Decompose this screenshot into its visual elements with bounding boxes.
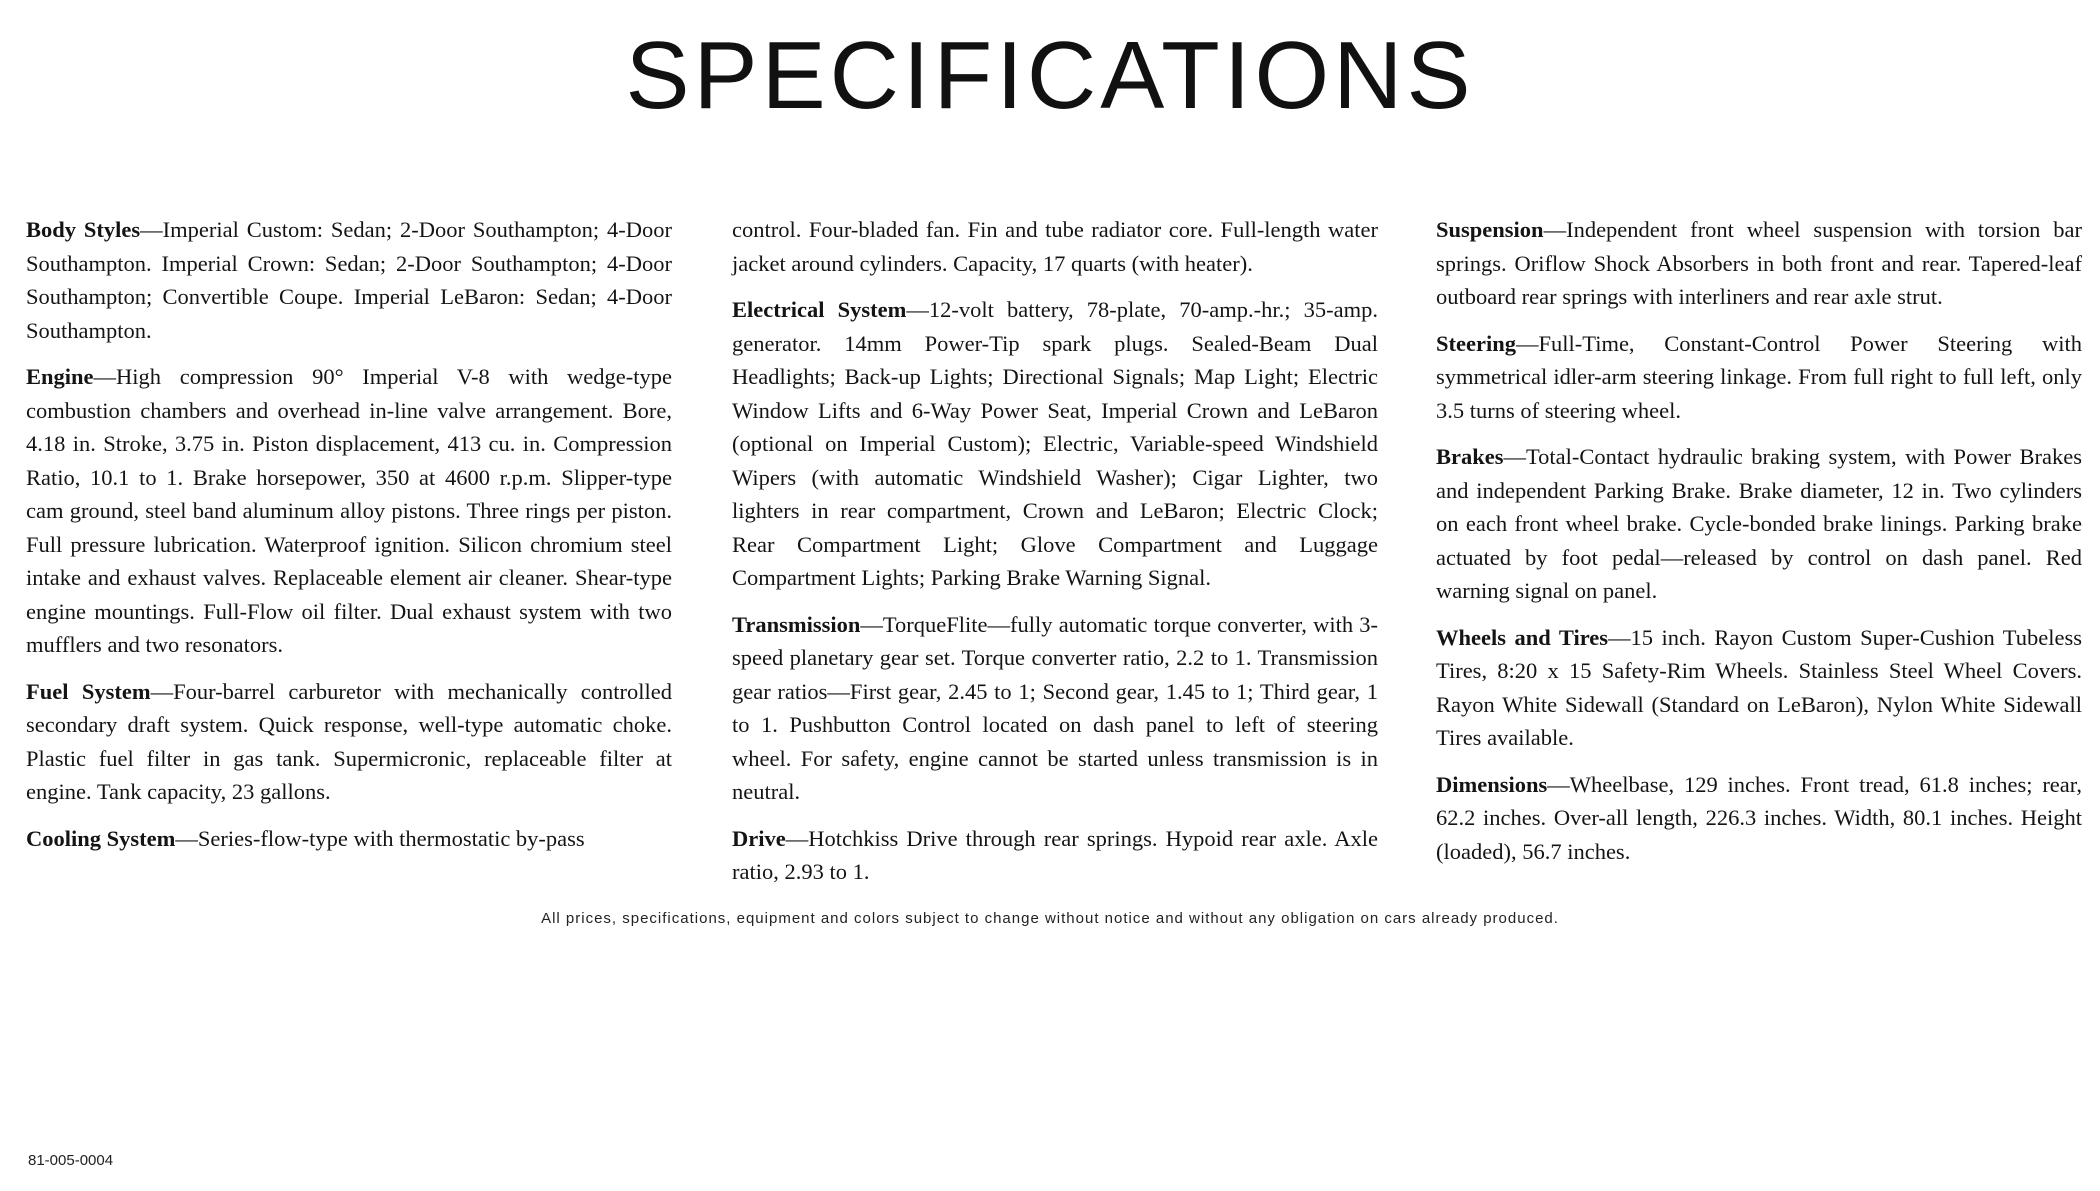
spec-section-wheels-and-tires — [1436, 621, 2082, 755]
spec-text: —Wheelbase, 129 inches. Front tread, 61.8 inches; rear, 62.2 inches. Over-all length, 226.3 inches. Width, 80.1 inches. Height (loaded), 56.7 inches. — [1436, 771, 2082, 864]
spec-section-transmission — [732, 608, 1378, 809]
spec-column-3 — [1436, 213, 2082, 881]
spec-heading: Cooling System — [26, 825, 176, 851]
spec-text: —High compression 90° Imperial V-8 with wedge-type combustion chambers and overhead in-line valve arrangement. Bore, 4.18 in. Stroke, 3.75 in. Piston displacement, 413 cu. in. Compression Ratio, 10.1 to 1. Brake horsepower, 350 at 4600 r.p.m. Slipper-type cam ground, steel band aluminum alloy pistons. Three rings per piston. Full pressure lubrication. Waterproof ignition. Silicon chromium steel intake and exhaust valves. Replaceable element air cleaner. Shear-type engine mountings. Full-Flow oil filter. Dual exhaust system with two mufflers and two resonators. — [26, 364, 672, 657]
spec-section-steering — [1436, 327, 2082, 428]
spec-section-electrical-system — [732, 293, 1378, 595]
spec-section-cooling-continued — [732, 213, 1378, 280]
spec-section-brakes — [1436, 440, 2082, 608]
spec-section-body-styles — [26, 213, 672, 347]
spec-column-2 — [732, 213, 1378, 902]
spec-heading: Steering — [1436, 330, 1516, 356]
spec-text: —Four-barrel carburetor with mechanically controlled secondary draft system. Quick response, well-type automatic choke. Plastic fuel filter in gas tank. Supermicronic, replaceable filter at engine. Tank capacity, 23 gallons. — [26, 678, 672, 804]
spec-text: —TorqueFlite—fully automatic torque converter, with 3-speed planetary gear set. Torque converter ratio, 2.2 to 1. Transmission gear ratios—First gear, 2.45 to 1; Second gear, 1.45 to 1; Third gear, 1 to 1. Pushbutton Control located on dash panel to left of steering wheel. For safety, engine cannot be started unless transmission is in neutral. — [732, 611, 1378, 804]
spec-text: —Series-flow-type with thermostatic by-pass — [175, 825, 585, 851]
spec-text: —Hotchkiss Drive through rear springs. Hypoid rear axle. Axle ratio, 2.93 to 1. — [732, 825, 1378, 884]
spec-heading: Engine — [26, 364, 94, 389]
spec-text: —Full-Time, Constant-Control Power Steering with symmetrical idler-arm steering linkage. From full right to full left, only 3.5 turns of steering wheel. — [1436, 330, 2082, 423]
spec-column-1 — [26, 213, 672, 868]
spec-heading: Transmission — [732, 611, 861, 637]
spec-heading: Dimensions — [1436, 771, 1548, 797]
spec-section-suspension — [1436, 213, 2082, 314]
document-code: 81-005-0004 — [28, 1152, 114, 1169]
page-title: SPECIFICATIONS — [625, 22, 1475, 129]
spec-section-drive — [732, 822, 1378, 889]
spec-heading: Drive — [732, 825, 786, 851]
spec-text: control. Four-bladed fan. Fin and tube radiator core. Full-length water jacket around cylinders. Capacity, 17 quarts (with heater). — [732, 217, 1378, 276]
spec-heading: Fuel System — [26, 678, 151, 704]
spec-heading: Electrical System — [732, 297, 907, 322]
spec-heading: Brakes — [1436, 444, 1504, 469]
spec-heading: Wheels and Tires — [1436, 624, 1609, 650]
spec-text: —Imperial Custom: Sedan; 2-Door Southampton; 4-Door Southampton. Imperial Crown: Sedan; 2-Door Southampton; 4-Door Southampton; Convertible Coupe. Imperial LeBaron: Sedan; 4-Door Southampton. — [26, 217, 672, 343]
spec-section-dimensions — [1436, 768, 2082, 869]
spec-heading: Body Styles — [26, 217, 141, 242]
disclaimer-text: All prices, specifications, equipment and colors subject to change without notice and without any obligation on cars already produced. — [541, 910, 1559, 927]
spec-heading: Suspension — [1436, 217, 1544, 242]
spec-text: —Independent front wheel suspension with torsion bar springs. Oriflow Shock Absorbers in both front and rear. Tapered-leaf outboard rear springs with interliners and rear axle strut. — [1436, 217, 2082, 309]
spec-text: —Total-Contact hydraulic braking system, with Power Brakes and independent Parking Brake. Brake diameter, 12 in. Two cylinders on each front wheel brake. Cycle-bonded brake linings. Parking brake actuated by foot pedal—released by control on dash panel. Red warning signal on panel. — [1436, 444, 2082, 603]
spec-section-cooling-system — [26, 822, 672, 856]
spec-text: —15 inch. Rayon Custom Super-Cushion Tubeless Tires, 8:20 x 15 Safety-Rim Wheels. Stainless Steel Wheel Covers. Rayon White Sidewall (Standard on LeBaron), Nylon White Sidewall Tires available. — [1436, 624, 2082, 750]
spec-section-engine — [26, 360, 672, 662]
spec-text: —12-volt battery, 78-plate, 70-amp.-hr.; 35-amp. generator. 14mm Power-Tip spark plugs. Sealed-Beam Dual Headlights; Back-up Lights; Directional Signals; Map Light; Electric Window Lifts and 6-Way Power Seat, Imperial Crown and LeBaron (optional on Imperial Custom); Electric, Variable-speed Windshield Wipers (with automatic Windshield Washer); Cigar Lighter, two lighters in rear compartment, Crown and LeBaron; Electric Clock; Rear Compartment Light; Glove Compartment and Luggage Compartment Lights; Parking Brake Warning Signal. — [732, 297, 1378, 590]
spec-section-fuel-system — [26, 675, 672, 809]
